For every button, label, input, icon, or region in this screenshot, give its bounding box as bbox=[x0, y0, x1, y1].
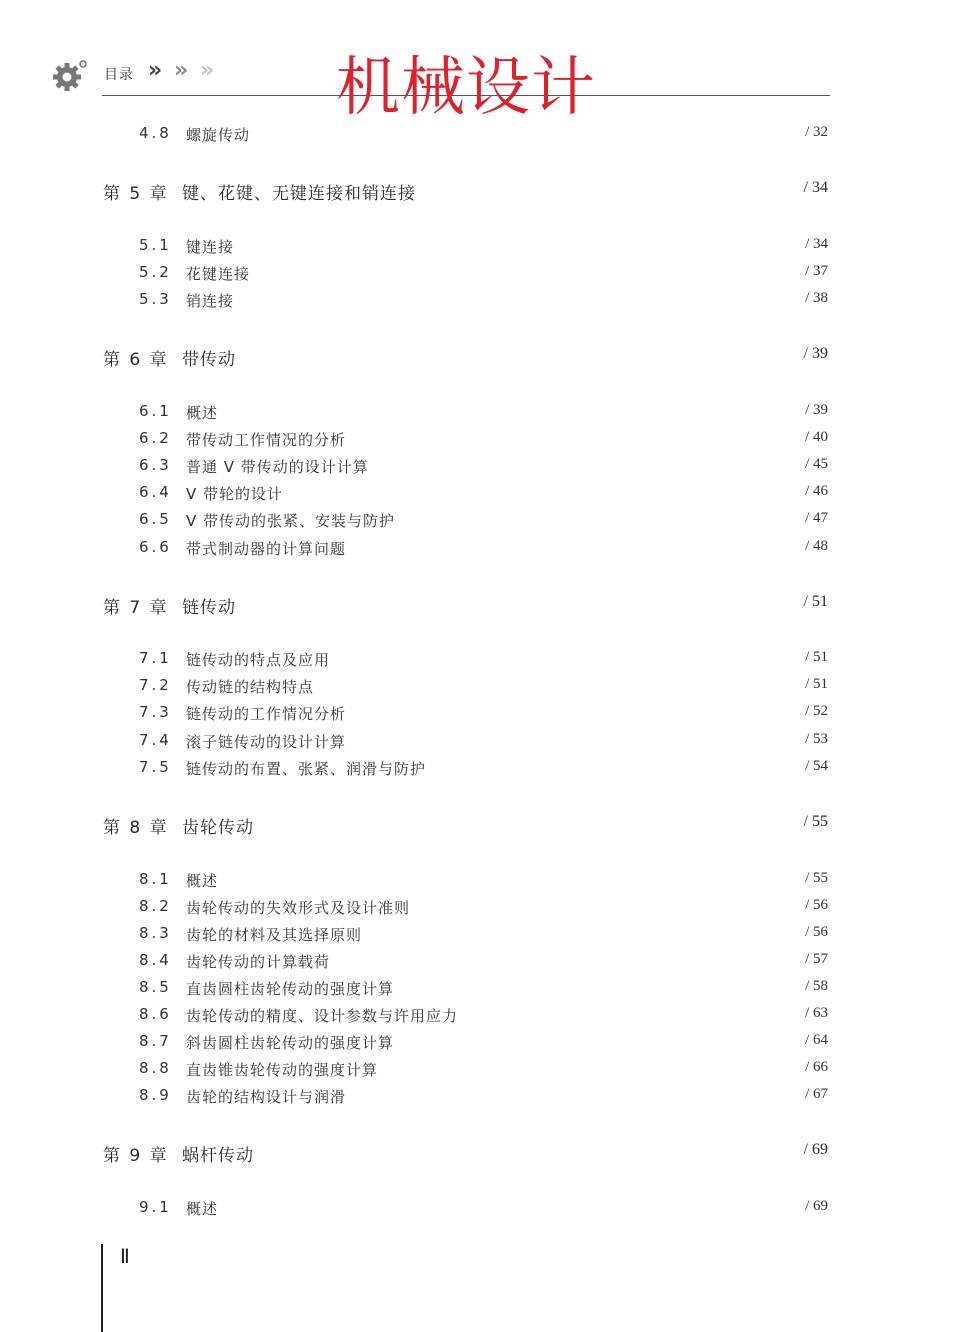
toc-entry-num: 7.1 bbox=[139, 649, 172, 667]
chevron-right-icon: » bbox=[174, 58, 189, 83]
gear-icon bbox=[52, 58, 88, 94]
toc-entry-title: 齿轮传动的精度、设计参数与许用应力 bbox=[186, 1007, 459, 1025]
toc-section-row[interactable] bbox=[0, 263, 954, 287]
toc-entry-num: 8.6 bbox=[139, 1005, 172, 1023]
toc-chapter-row[interactable] bbox=[0, 179, 954, 203]
toc-section-row[interactable] bbox=[0, 924, 954, 948]
toc-entry-title: 带传动 bbox=[182, 350, 236, 370]
toc-section-row[interactable] bbox=[0, 1005, 954, 1029]
toc-entry-title: 花键连接 bbox=[186, 265, 251, 283]
toc-entry-page: / 51 bbox=[805, 676, 828, 692]
toc-entry-page: / 58 bbox=[805, 978, 828, 994]
toc-entry-num: 8.9 bbox=[139, 1086, 172, 1104]
toc-entry-num: 第 8 章 bbox=[103, 818, 169, 838]
toc-entry-page: / 63 bbox=[805, 1005, 828, 1021]
toc-entry-title: 概述 bbox=[186, 1200, 219, 1218]
toc-entry-title: 齿轮的材料及其选择原则 bbox=[186, 926, 363, 944]
toc-section-row[interactable] bbox=[0, 456, 954, 480]
toc-entry-page: / 51 bbox=[803, 593, 828, 610]
toc-entry-page: / 37 bbox=[805, 263, 828, 279]
toc-entry-page: / 57 bbox=[805, 951, 828, 967]
toc-entry-title: V 带传动的张紧、安装与防护 bbox=[186, 512, 396, 530]
toc-entry-title: 链传动的布置、张紧、润滑与防护 bbox=[186, 760, 427, 778]
toc-entry-num: 6.3 bbox=[139, 456, 172, 474]
toc-entry-title: 齿轮传动的失效形式及设计准则 bbox=[186, 899, 411, 917]
toc-section-row[interactable] bbox=[0, 1059, 954, 1083]
toc-entry-num: 6.2 bbox=[139, 429, 172, 447]
toc-entry-page: / 51 bbox=[805, 649, 828, 665]
toc-entry-page: / 34 bbox=[805, 236, 828, 252]
toc-entry-num: 第 5 章 bbox=[103, 184, 169, 204]
toc-section-row[interactable] bbox=[0, 483, 954, 507]
toc-section-row[interactable] bbox=[0, 676, 954, 700]
toc-entry-page: / 52 bbox=[805, 703, 828, 719]
toc-section-row[interactable] bbox=[0, 510, 954, 534]
toc-section-row[interactable] bbox=[0, 236, 954, 260]
toc-entry-title: 传动链的结构特点 bbox=[186, 678, 315, 696]
toc-entry-title: 齿轮的结构设计与润滑 bbox=[186, 1088, 347, 1106]
toc-entry-title: 链传动 bbox=[182, 598, 236, 618]
toc-section-row[interactable] bbox=[0, 1032, 954, 1056]
toc-section-row[interactable] bbox=[0, 897, 954, 921]
toc-entry-title: 键连接 bbox=[186, 238, 235, 256]
toc-section-row[interactable] bbox=[0, 1086, 954, 1110]
toc-entry-num: 第 6 章 bbox=[103, 350, 169, 370]
toc-entry-page: / 64 bbox=[805, 1032, 828, 1048]
toc-entry-num: 7.3 bbox=[139, 703, 172, 721]
toc-entry-num: 6.1 bbox=[139, 402, 172, 420]
toc-entry-title: 带式制动器的计算问题 bbox=[186, 540, 347, 558]
toc-entry-num: 6.6 bbox=[139, 538, 172, 556]
toc-entry-num: 9.1 bbox=[139, 1198, 172, 1216]
toc-entry-page: / 40 bbox=[805, 429, 828, 445]
toc-entry-num: 第 9 章 bbox=[103, 1146, 169, 1166]
toc-entry-num: 5.1 bbox=[139, 236, 172, 254]
toc-entry-title: 齿轮传动的计算载荷 bbox=[186, 953, 331, 971]
toc-chapter-row[interactable] bbox=[0, 593, 954, 617]
toc-entry-num: 7.5 bbox=[139, 758, 172, 776]
toc-entry-page: / 32 bbox=[805, 124, 828, 140]
toc-entry-page: / 56 bbox=[805, 897, 828, 913]
toc-entry-title: 带传动工作情况的分析 bbox=[186, 431, 347, 449]
toc-entry-title: 滚子链传动的设计计算 bbox=[186, 733, 347, 751]
toc-entry-title: 普通 V 带传动的设计计算 bbox=[186, 458, 369, 476]
toc-entry-page: / 47 bbox=[805, 510, 828, 526]
toc-entry-title: 键、花键、无键连接和销连接 bbox=[182, 184, 416, 204]
toc-section-row[interactable] bbox=[0, 124, 954, 148]
toc-entry-num: 7.2 bbox=[139, 676, 172, 694]
toc-entry-page: / 55 bbox=[805, 870, 828, 886]
toc-entry-title: 销连接 bbox=[186, 292, 235, 310]
toc-entry-page: / 38 bbox=[805, 290, 828, 306]
toc-entry-title: 斜齿圆柱齿轮传动的强度计算 bbox=[186, 1034, 395, 1052]
toc-entry-title: 螺旋传动 bbox=[186, 126, 251, 144]
toc-entry-page: / 56 bbox=[805, 924, 828, 940]
footer-rule bbox=[101, 1244, 103, 1332]
toc-entry-page: / 39 bbox=[805, 402, 828, 418]
toc-entry-num: 8.4 bbox=[139, 951, 172, 969]
toc-entry-num: 第 7 章 bbox=[103, 598, 169, 618]
page-number: Ⅱ bbox=[120, 1246, 130, 1268]
toc-entry-num: 7.4 bbox=[139, 731, 172, 749]
toc-entry-title: 齿轮传动 bbox=[182, 818, 254, 838]
book-title: 机械设计 bbox=[336, 51, 596, 125]
toc-section-row[interactable] bbox=[0, 402, 954, 426]
toc-entry-page: / 48 bbox=[805, 538, 828, 554]
toc-entry-num: 4.8 bbox=[139, 124, 172, 142]
toc-chapter-row[interactable] bbox=[0, 813, 954, 837]
toc-entry-title: 直齿锥齿轮传动的强度计算 bbox=[186, 1061, 379, 1079]
toc-section-row[interactable] bbox=[0, 731, 954, 755]
toc-entry-num: 8.1 bbox=[139, 870, 172, 888]
toc-entry-title: 概述 bbox=[186, 872, 219, 890]
toc-label: 目录 bbox=[104, 67, 134, 83]
toc-entry-page: / 46 bbox=[805, 483, 828, 499]
toc-entry-page: / 66 bbox=[805, 1059, 828, 1075]
toc-entry-num: 5.2 bbox=[139, 263, 172, 281]
toc-section-row[interactable] bbox=[0, 758, 954, 782]
toc-entry-title: V 带轮的设计 bbox=[186, 485, 284, 503]
chevron-right-icon: » bbox=[200, 58, 215, 83]
toc-entry-num: 8.5 bbox=[139, 978, 172, 996]
toc-entry-page: / 34 bbox=[803, 179, 828, 196]
toc-entry-num: 8.8 bbox=[139, 1059, 172, 1077]
toc-section-row[interactable] bbox=[0, 870, 954, 894]
toc-entry-title: 直齿圆柱齿轮传动的强度计算 bbox=[186, 980, 395, 998]
toc-entry-page: / 55 bbox=[803, 813, 828, 830]
toc-chapter-row[interactable] bbox=[0, 1141, 954, 1165]
toc-entry-num: 6.4 bbox=[139, 483, 172, 501]
toc-entry-page: / 69 bbox=[805, 1198, 828, 1214]
toc-entry-title: 链传动的特点及应用 bbox=[186, 651, 331, 669]
toc-section-row[interactable] bbox=[0, 649, 954, 673]
toc-entry-num: 8.2 bbox=[139, 897, 172, 915]
toc-section-row[interactable] bbox=[0, 290, 954, 314]
toc-entry-page: / 69 bbox=[803, 1141, 828, 1158]
toc-entry-title: 链传动的工作情况分析 bbox=[186, 705, 347, 723]
toc-entry-page: / 39 bbox=[803, 345, 828, 362]
toc-entry-num: 8.7 bbox=[139, 1032, 172, 1050]
toc-entry-title: 蜗杆传动 bbox=[182, 1146, 254, 1166]
toc-section-row[interactable] bbox=[0, 951, 954, 975]
toc-section-row[interactable] bbox=[0, 538, 954, 562]
toc-entry-page: / 53 bbox=[805, 731, 828, 747]
toc-entry-page: / 54 bbox=[805, 758, 828, 774]
toc-section-row[interactable] bbox=[0, 978, 954, 1002]
toc-entry-page: / 67 bbox=[805, 1086, 828, 1102]
chevron-right-icon: » bbox=[148, 58, 163, 83]
toc-entry-num: 8.3 bbox=[139, 924, 172, 942]
toc-section-row[interactable] bbox=[0, 1198, 954, 1222]
toc-section-row[interactable] bbox=[0, 703, 954, 727]
toc-entry-num: 5.3 bbox=[139, 290, 172, 308]
toc-entry-title: 概述 bbox=[186, 404, 219, 422]
toc-section-row[interactable] bbox=[0, 429, 954, 453]
toc-entry-page: / 45 bbox=[805, 456, 828, 472]
toc-entry-num: 6.5 bbox=[139, 510, 172, 528]
toc-chapter-row[interactable] bbox=[0, 345, 954, 369]
